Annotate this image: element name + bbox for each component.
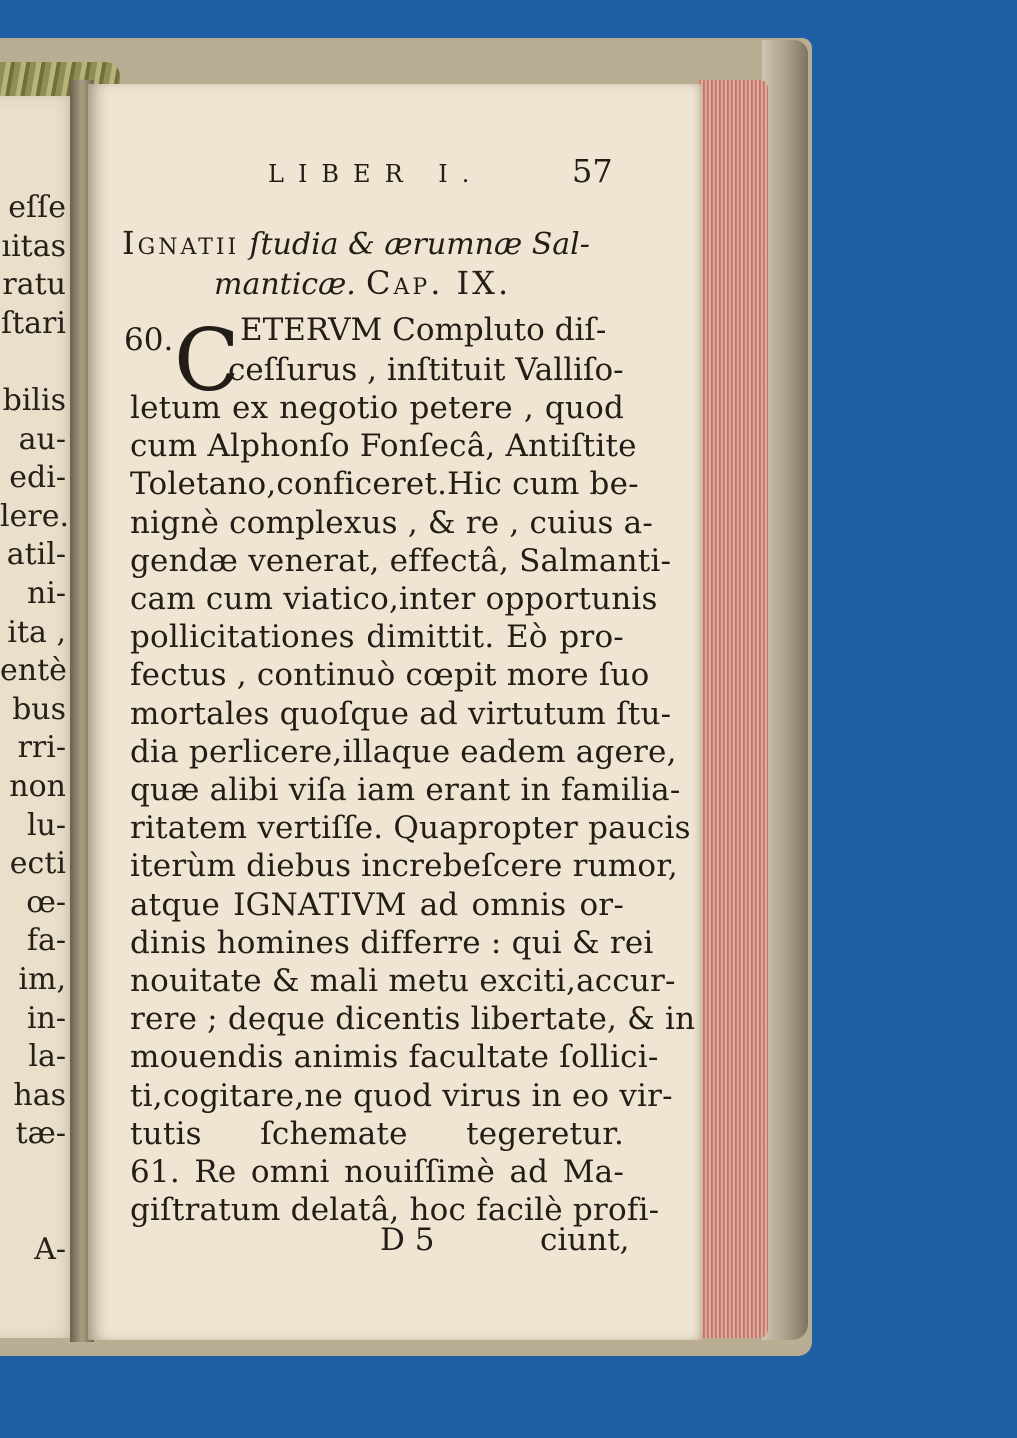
body-line: iterùm diebus increbeſcere rumor, xyxy=(130,848,678,885)
left-page-line: bus xyxy=(12,691,66,727)
left-page-line: ıitas xyxy=(1,228,66,264)
drop-cap: C xyxy=(174,311,240,411)
body-line: tutis ſchemate tegeretur. xyxy=(130,1115,624,1152)
chapter-title-line-2 xyxy=(214,264,511,302)
left-page-line: au- xyxy=(18,421,66,457)
body-line: nignè complexus , & re , cuius a- xyxy=(130,504,654,541)
body-line-second: ceſſurus , inſtituit Valliſo- xyxy=(228,352,624,388)
body-line-first: ETERVM Compluto diſ- xyxy=(240,312,607,348)
paragraph-number: 60. xyxy=(124,322,174,358)
body-line: rere ; deque dicentis libertate, & in xyxy=(130,1001,696,1038)
chapter-title-italic-2: manticæ. xyxy=(214,267,356,302)
body-line: 61. Re omni nouiſſimè ad Ma- xyxy=(130,1154,624,1190)
left-page-line: ita , xyxy=(7,614,66,650)
signature-mark: D 5 xyxy=(380,1222,435,1258)
left-page-line: atil- xyxy=(6,537,66,573)
catchword: ciunt, xyxy=(540,1222,630,1258)
running-head: LIBER I. xyxy=(268,160,484,188)
left-page-line: eſſe xyxy=(8,190,66,225)
body-line: letum ex negotio petere , quod xyxy=(130,390,624,426)
body-line: atque IGNATIVM ad omnis or- xyxy=(130,886,624,923)
left-page-line: im, xyxy=(18,962,66,997)
left-page-line: edi- xyxy=(9,460,66,496)
book-cover-edge xyxy=(762,40,808,1340)
page-number: 57 xyxy=(572,152,613,190)
left-page-line: ratu xyxy=(2,267,66,303)
left-page-line: non xyxy=(9,769,66,804)
body-line: quæ alibi viſa iam erant in familia- xyxy=(130,772,681,808)
left-page-line: rri- xyxy=(17,730,66,766)
left-page-line: in- xyxy=(26,1000,66,1036)
left-page-line: bilis xyxy=(2,383,66,418)
body-line: gendæ venerat, effectâ, Salmanti- xyxy=(130,542,672,579)
body-line: giſtratum delatâ, hoc facilè profi- xyxy=(130,1192,660,1229)
chapter-title-name: Ignatii xyxy=(122,224,240,262)
left-page-line: tæ- xyxy=(15,1116,66,1152)
left-page-line: A- xyxy=(34,1232,66,1268)
body-line: mouendis animis facultate ſollici- xyxy=(130,1039,659,1076)
chapter-title-line-1 xyxy=(122,224,590,262)
body-line: ti,cogitare,ne quod virus in eo vir- xyxy=(130,1077,673,1114)
body-line: dia perlicere,illaque eadem agere, xyxy=(130,733,677,770)
left-page-line: ecti xyxy=(9,846,66,882)
left-page-line: lere. xyxy=(0,498,69,534)
body-line: pollicitationes dimittit. Eò pro- xyxy=(130,619,624,656)
body-line: cum Alphonſo Fonſecâ, Antiſtite xyxy=(130,428,637,465)
left-page-line: ſtari xyxy=(1,305,66,341)
body-line: Toletano,conficeret.Hic cum be- xyxy=(130,466,639,503)
left-page-line: la- xyxy=(28,1039,66,1075)
left-page-line: ni- xyxy=(26,576,66,611)
body-line: ritatem vertiſſe. Quapropter paucis xyxy=(130,810,691,847)
page-fore-edge xyxy=(698,80,768,1338)
left-page-line: œ- xyxy=(26,884,66,920)
body-line: mortales quoſque ad virtutum ſtu- xyxy=(130,695,672,732)
left-page-line: entè xyxy=(0,653,67,689)
body-line: nouitate & mali metu exciti,accur- xyxy=(130,963,676,999)
chapter-title-italic: ſtudia & ærumnæ Sal- xyxy=(249,227,590,262)
left-page-line: has xyxy=(13,1077,66,1113)
left-page-line: fa- xyxy=(26,923,66,959)
left-page-line: lu- xyxy=(26,807,66,843)
chapter-number: Cap. IX. xyxy=(366,264,512,302)
body-line: cam cum viatico,inter opportunis xyxy=(130,581,658,617)
body-line: fectus , continuò cœpit more ſuo xyxy=(130,657,650,694)
body-line: dinis homines differre : qui & rei xyxy=(130,924,654,961)
